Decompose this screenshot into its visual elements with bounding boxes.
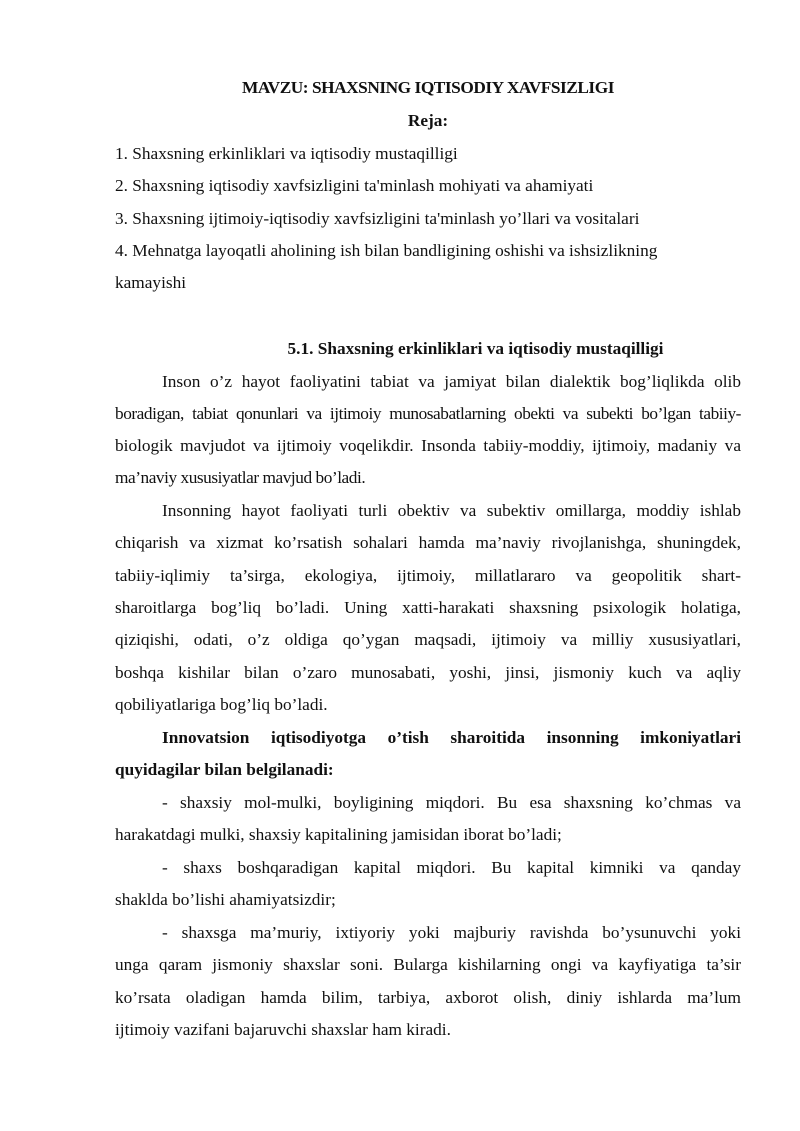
list-item-line: - shaxs boshqaradigan kapital miqdori. Bu kapital kimniki va qanday: [162, 858, 741, 877]
plan-item: 4. Mehnatga layoqatli aholining ish bilan bandligining oshishi va ishsizlikning: [115, 241, 658, 260]
paragraph-line: tabiiy-iqlimiy ta’sirga, ekologiya, ijtimoiy, millatlararo va geopolitik shart-: [115, 566, 741, 585]
plan-item: 2. Shaxsning iqtisodiy xavfsizligini ta'minlash mohiyati va ahamiyati: [115, 176, 594, 195]
list-item-line: shaklda bo’lishi ahamiyatsizdir;: [115, 890, 336, 909]
paragraph-line: sharoitlarga bog’liq bo’ladi. Uning xatti-harakati shaxsning psixologik holatiga,: [115, 598, 741, 617]
paragraph-line: boradigan, tabiat qonunlari va ijtimoiy munosabatlarning obekti va subekti bo’lgan tabiiy-: [115, 404, 741, 423]
document-title: MAVZU: SHAXSNING IQTISODIY XAVFSIZLIGI: [242, 78, 614, 97]
paragraph-line: qiziqishi, odati, o’z oldiga qo’ygan maqsadi, ijtimoiy va milliy xususiyatlari,: [115, 630, 741, 649]
list-item-line: ko’rsata oladigan hamda bilim, tarbiya, axborot olish, diniy ishlarda ma’lum: [115, 988, 741, 1007]
paragraph-line: chiqarish va xizmat ko’rsatish sohalari hamda ma’naviy rivojlanishga, shuningdek,: [115, 533, 741, 552]
paragraph-line: Insonning hayot faoliyati turli obektiv va subektiv omillarga, moddiy ishlab: [162, 501, 741, 520]
section-heading: 5.1. Shaxsning erkinliklari va iqtisodiy mustaqilligi: [287, 339, 664, 358]
paragraph-line: biologik mavjudot va ijtimoiy voqelikdir. Insonda tabiiy-moddiy, ijtimoiy, madaniy va: [115, 436, 741, 455]
bold-paragraph-line: quyidagilar bilan belgilanadi:: [115, 760, 334, 779]
list-item-line: - shaxsiy mol-mulki, boyligining miqdori. Bu esa shaxsning ko’chmas va: [162, 793, 741, 812]
paragraph-line: ma’naviy xususiyatlar mavjud bo’ladi.: [115, 468, 366, 487]
plan-heading: Reja:: [407, 111, 449, 130]
paragraph-line: Inson o’z hayot faoliyatini tabiat va jamiyat bilan dialektik bog’liqlikda olib: [162, 372, 741, 391]
plan-item: 3. Shaxsning ijtimoiy-iqtisodiy xavfsizligini ta'minlash yo’llari va vositalari: [115, 209, 640, 228]
list-item-line: ijtimoiy vazifani bajaruvchi shaxslar ham kiradi.: [115, 1020, 451, 1039]
bold-paragraph-line: Innovatsion iqtisodiyotga o’tish sharoitida insonning imkoniyatlari: [162, 728, 741, 747]
list-item-line: harakatdagi mulki, shaxsiy kapitalining jamisidan iborat bo’ladi;: [115, 825, 562, 844]
plan-item: kamayishi: [115, 273, 187, 292]
plan-item: 1. Shaxsning erkinliklari va iqtisodiy mustaqilligi: [115, 144, 458, 163]
paragraph-line: boshqa kishilar bilan o’zaro munosabati, yoshi, jinsi, jismoniy kuch va aqliy: [115, 663, 741, 682]
list-item-line: - shaxsga ma’muriy, ixtiyoriy yoki majburiy ravishda bo’ysunuvchi yoki: [162, 923, 741, 942]
paragraph-line: qobiliyatlariga bog’liq bo’ladi.: [115, 695, 328, 714]
list-item-line: unga qaram jismoniy shaxslar soni. Bularga kishilarning ongi va kayfiyatiga ta’sir: [115, 955, 741, 974]
